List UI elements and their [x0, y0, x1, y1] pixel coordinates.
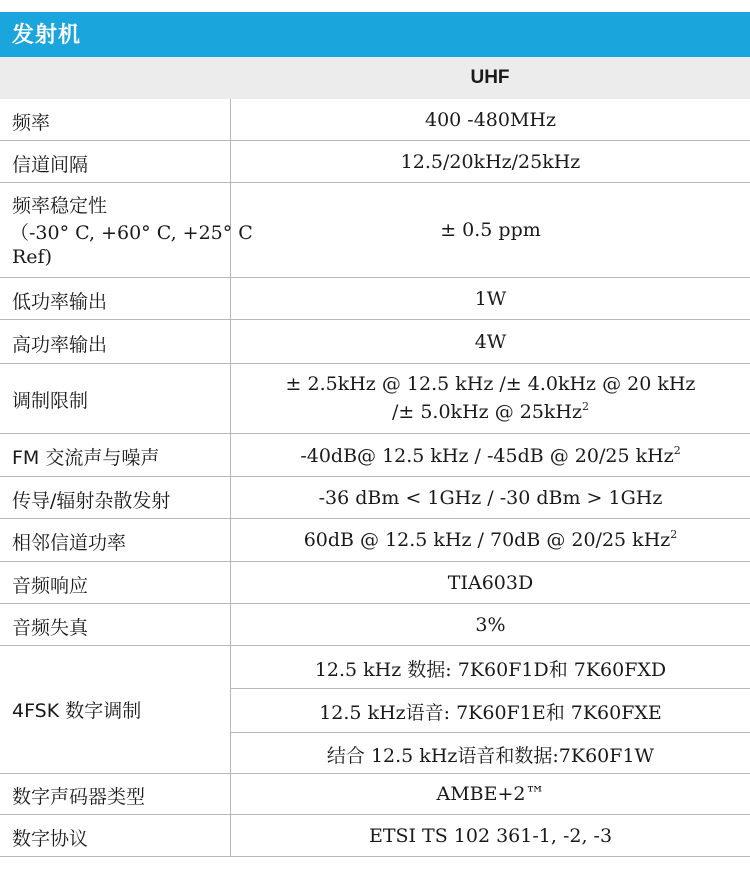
row-label: 传导/辐射杂散发射	[12, 490, 171, 512]
row-label: 音频失真	[12, 617, 89, 639]
row-label: 高功率输出	[12, 334, 108, 356]
row-value-voice: 12.5 kHz语音: 7K60F1E和 7K60FXE	[319, 702, 662, 724]
row-value: AMBE+2™	[436, 783, 545, 805]
row-label: 相邻信道功率	[12, 532, 127, 554]
row-value: TIA603D	[447, 572, 534, 594]
footnote-marker: 2	[673, 444, 681, 457]
table-row	[0, 774, 750, 815]
table-row	[0, 815, 750, 857]
table-row	[0, 364, 750, 434]
row-label: 数字声码器类型	[12, 786, 146, 808]
table-row	[0, 320, 750, 364]
row-value: -40dB@ 12.5 kHz / -45dB @ 20/25 kHz$^2$	[300, 444, 681, 467]
row-value: 12.5/20kHz/25kHz	[400, 151, 581, 173]
column-header-uhf: UHF	[470, 67, 510, 88]
row-value-line2: /± 5.0kHz @ 25kHz$^2$	[391, 400, 590, 423]
row-value: ETSI TS 102 361-1, -2, -3	[368, 825, 613, 847]
row-value: 60dB @ 12.5 kHz / 70dB @ 20/25 kHz$^2$	[303, 528, 678, 551]
row-label: 数字协议	[12, 828, 89, 850]
footnote-marker: 2	[670, 528, 678, 541]
column-header-row	[0, 57, 750, 99]
row-label: 频率	[12, 112, 51, 134]
row-label: 频率稳定性	[12, 195, 108, 217]
row-value: ± 0.5 ppm	[440, 219, 541, 241]
table-row	[0, 562, 750, 604]
row-value-combined: 结合 12.5 kHz语音和数据:7K60F1W	[326, 745, 655, 767]
footnote-marker: 2	[582, 400, 590, 413]
table-row	[0, 519, 750, 562]
table-row	[0, 141, 750, 183]
row-value: 3%	[475, 614, 506, 636]
section-title: 发射机	[12, 23, 82, 48]
row-label: 音频响应	[12, 575, 89, 597]
row-value: 1W	[474, 288, 507, 310]
table-row	[0, 477, 750, 519]
row-label: FM 交流声与噪声	[12, 447, 160, 469]
table-row	[0, 434, 750, 477]
table-row	[0, 99, 750, 141]
row-label: 调制限制	[12, 390, 89, 412]
row-label: 4FSK 数字调制	[12, 700, 142, 722]
row-label-condition-ref: Ref)	[12, 246, 52, 268]
row-value: 400 -480MHz	[424, 109, 557, 131]
table-row	[0, 183, 750, 278]
sub-row-divider	[231, 688, 750, 689]
row-value-data: 12.5 kHz 数据: 7K60F1D和 7K60FXD	[314, 659, 667, 681]
row-label-condition: （-30° C, +60° C, +25° C	[10, 222, 253, 244]
section-header	[0, 12, 750, 57]
row-value: ± 2.5kHz @ 12.5 kHz /± 4.0kHz @ 20 kHz	[285, 373, 696, 395]
row-label: 信道间隔	[12, 154, 89, 176]
row-value: 4W	[474, 331, 507, 353]
row-label: 低功率输出	[12, 291, 108, 313]
table-row	[0, 646, 750, 774]
table-row	[0, 604, 750, 646]
sub-row-divider	[231, 732, 750, 733]
table-row	[0, 278, 750, 320]
row-value: -36 dBm < 1GHz / -30 dBm > 1GHz	[318, 487, 663, 509]
